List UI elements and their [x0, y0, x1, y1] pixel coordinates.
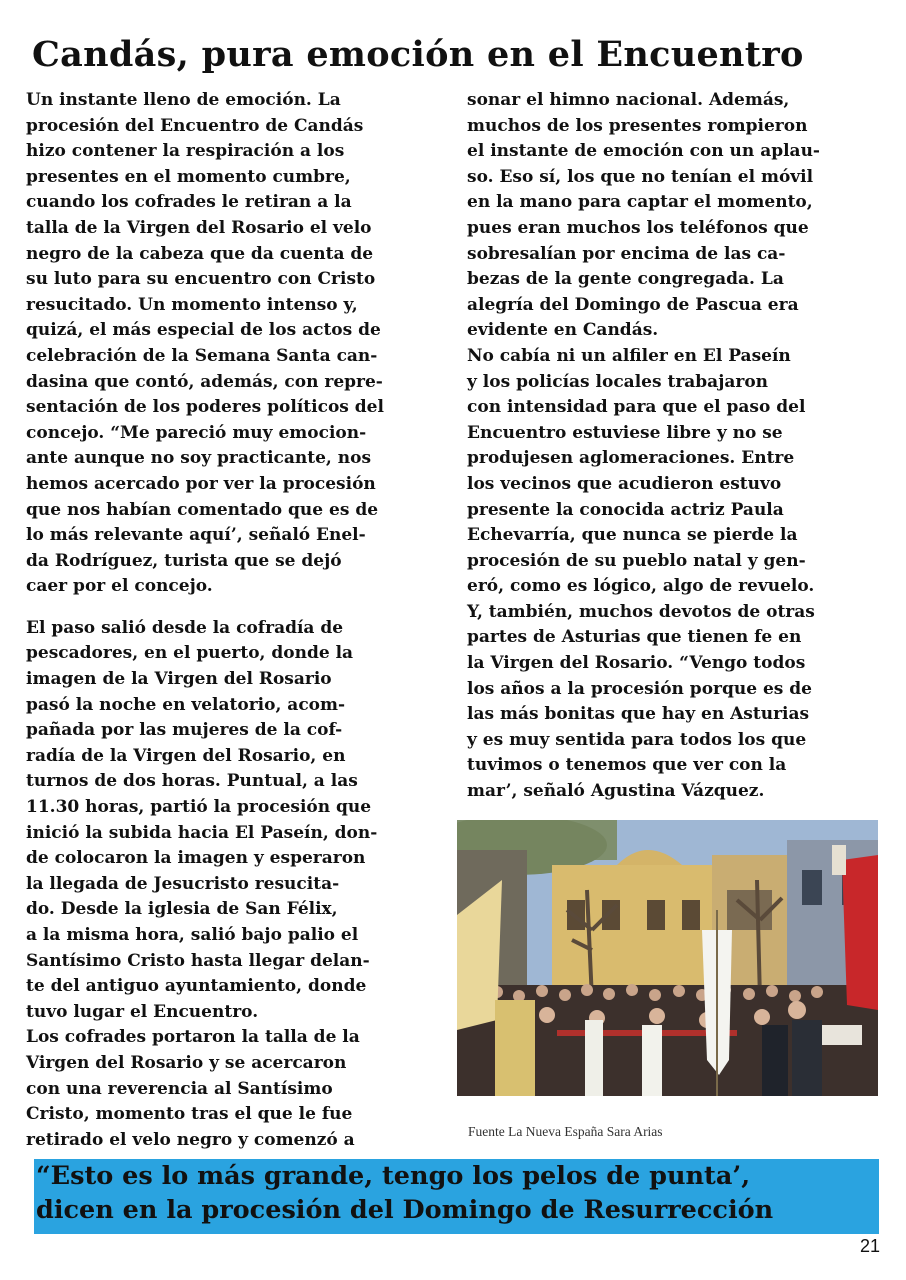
left-column: [26, 88, 451, 1153]
photo-caption: Fuente La Nueva España Sara Arias: [468, 1124, 663, 1139]
text-line: concejo. “Me pareció muy emocion-: [26, 422, 367, 443]
text-line: do. Desde la iglesia de San Félix,: [26, 899, 338, 920]
text-line: so. Eso sí, los que no tenían el móvil: [467, 166, 814, 187]
text-line: turnos de dos horas. Puntual, a las: [26, 771, 358, 792]
text-line: radía de la Virgen del Rosario, en: [26, 745, 346, 766]
text-line: ante aunque no soy practicante, nos: [26, 448, 372, 469]
text-line: resucitado. Un momento intenso y,: [26, 294, 358, 315]
text-line: El paso salió desde la cofradía de: [26, 617, 344, 638]
text-line: tuvo lugar el Encuentro.: [26, 1001, 259, 1022]
text-line: mar’, señaló Agustina Vázquez.: [467, 781, 765, 802]
text-line: muchos de los presentes rompieron: [467, 115, 808, 136]
text-line: inició la subida hacia El Paseín, don-: [26, 822, 378, 843]
page-number: 21: [859, 1236, 880, 1256]
text-line: procesión del Encuentro de Candás: [26, 115, 364, 136]
text-line: pues eran muchos los teléfonos que: [467, 217, 809, 238]
text-line: Un instante lleno de emoción. La: [26, 90, 341, 110]
text-line: los años a la procesión porque es de: [467, 678, 812, 699]
text-line: Encuentro estuviese libre y no se: [467, 422, 783, 443]
text-line: los vecinos que acudieron estuvo: [467, 473, 782, 494]
paragraph-intro: [26, 88, 451, 600]
text-line: pescadores, en el puerto, donde la: [26, 643, 354, 664]
text-line: te del antiguo ayuntamiento, donde: [26, 976, 367, 997]
text-line: hemos acercado por ver la procesión: [26, 473, 376, 494]
text-line: Los cofrades portaron la talla de la: [26, 1027, 360, 1048]
text-line: y es muy sentida para todos los que: [467, 729, 807, 750]
text-line: la Virgen del Rosario. “Vengo todos: [467, 653, 806, 674]
text-line: sobresalían por encima de las ca-: [467, 243, 786, 264]
text-line: quizá, el más especial de los actos de: [26, 320, 381, 341]
text-line: talla de la Virgen del Rosario el velo: [26, 217, 372, 238]
pull-quote-line: dicen en la procesión del Domingo de Resurrección: [36, 1195, 774, 1225]
text-line: imagen de la Virgen del Rosario: [26, 669, 332, 690]
text-line: presentes en el momento cumbre,: [26, 166, 351, 187]
pull-quote-line: “Esto es lo más grande, tengo los pelos de punta’,: [36, 1161, 751, 1191]
text-line: da Rodríguez, turista que se dejó: [26, 550, 342, 571]
pull-quote: [34, 1159, 879, 1234]
text-line: negro de la cabeza que da cuenta de: [26, 243, 374, 264]
text-line: bezas de la gente congregada. La: [467, 269, 784, 290]
text-line: Y, también, muchos devotos de otras: [467, 601, 815, 622]
text-line: Cristo, momento tras el que le fue: [26, 1104, 353, 1125]
text-line: presente la conocida actriz Paula: [467, 499, 784, 520]
paragraph-continuation: [467, 88, 887, 805]
text-line: 11.30 horas, partió la procesión que: [26, 797, 372, 818]
text-line: alegría del Domingo de Pascua era: [467, 294, 799, 315]
text-line: pasó la noche en velatorio, acom-: [26, 694, 346, 715]
text-line: y los policías locales trabajaron: [467, 371, 769, 392]
text-line: Virgen del Rosario y se acercaron: [26, 1052, 347, 1073]
text-line: eró, como es lógico, algo de revuelo.: [467, 576, 815, 597]
text-line: partes de Asturias que tienen fe en: [467, 627, 802, 648]
text-line: su luto para su encuentro con Cristo: [26, 269, 376, 290]
text-line: procesión de su pueblo natal y gen-: [467, 550, 806, 571]
text-line: hizo contener la respiración a los: [26, 141, 345, 162]
text-line: el instante de emoción con un aplau-: [467, 141, 820, 162]
text-line: que nos habían comentado que es de: [26, 499, 379, 520]
text-line: lo más relevante aquí’, señaló Enel-: [26, 525, 366, 546]
right-column: [467, 88, 887, 805]
text-line: con una reverencia al Santísimo: [26, 1078, 333, 1099]
text-line: sonar el himno nacional. Además,: [467, 90, 790, 110]
text-line: tuvimos o tenemos que ver con la: [467, 755, 787, 776]
text-line: con intensidad para que el paso del: [467, 397, 806, 418]
text-line: evidente en Candás.: [467, 320, 659, 341]
text-line: retirado el velo negro y comenzó a: [26, 1129, 355, 1150]
text-line: la llegada de Jesucristo resucita-: [26, 873, 340, 894]
paragraph-procession: [26, 616, 451, 1153]
text-line: pañada por las mujeres de la cof-: [26, 720, 343, 741]
text-line: sentación de los poderes políticos del: [26, 397, 384, 418]
text-line: No cabía ni un alfiler en El Paseín: [467, 345, 791, 366]
text-line: caer por el concejo.: [26, 576, 213, 597]
text-line: a la misma hora, salió bajo palio el: [26, 925, 359, 945]
text-line: en la mano para captar el momento,: [467, 192, 813, 213]
text-line: Echevarría, que nunca se pierde la: [467, 525, 798, 546]
text-line: celebración de la Semana Santa can-: [26, 345, 378, 366]
procession-photo: [457, 820, 878, 1096]
text-line: produjesen aglomeraciones. Entre: [467, 448, 795, 469]
text-line: las más bonitas que hay en Asturias: [467, 704, 810, 725]
text-line: dasina que contó, además, con repre-: [26, 371, 383, 392]
article-title: Candás, pura emoción en el Encuentro: [32, 34, 804, 75]
text-line: de colocaron la imagen y esperaron: [26, 848, 366, 869]
text-line: cuando los cofrades le retiran a la: [26, 192, 352, 213]
text-line: Santísimo Cristo hasta llegar delan-: [26, 950, 370, 971]
